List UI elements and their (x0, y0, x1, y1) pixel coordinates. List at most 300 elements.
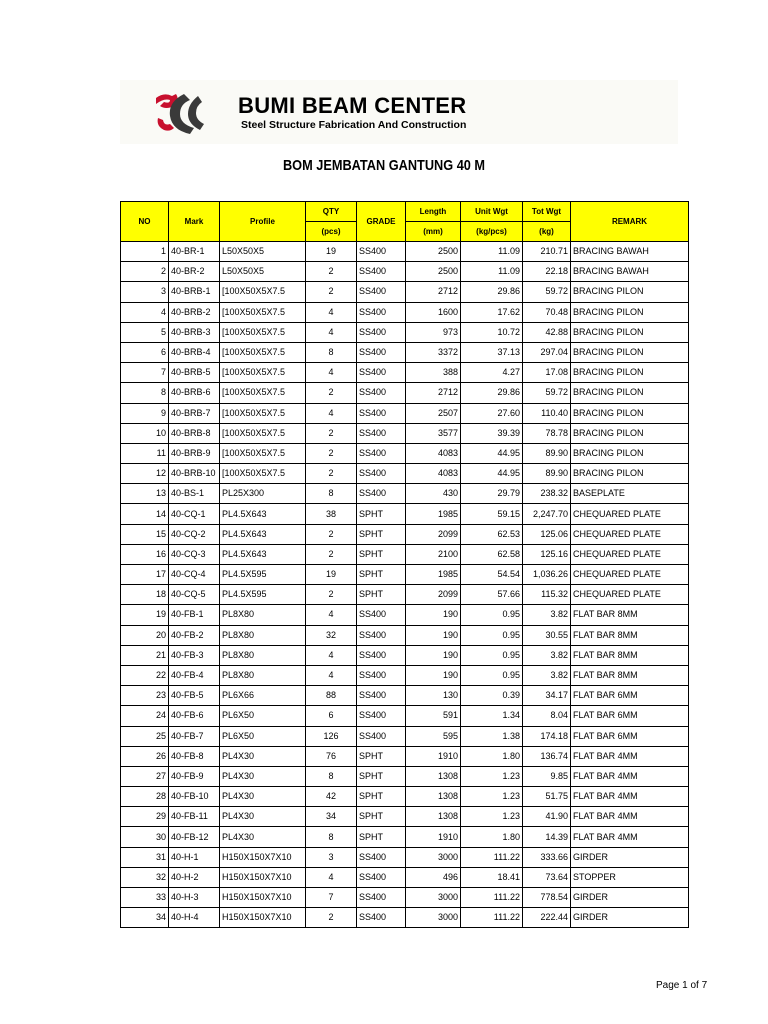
table-row (121, 242, 689, 262)
cell-unit-wgt: 0.95 (461, 665, 523, 685)
cell-mark: 40-H-4 (169, 908, 220, 928)
cell-remark: CHEQUARED PLATE (571, 544, 689, 564)
cell-length: 1910 (406, 746, 461, 766)
cell-no: 31 (121, 847, 169, 867)
cell-no: 29 (121, 807, 169, 827)
table-row (121, 342, 689, 362)
cell-profile: [100X50X5X7.5 (220, 363, 306, 383)
cell-profile: H150X150X7X10 (220, 908, 306, 928)
cell-grade: SPHT (357, 787, 406, 807)
cell-unit-wgt: 11.09 (461, 262, 523, 282)
cell-tot-wgt: 110.40 (523, 403, 571, 423)
cell-qty: 8 (306, 342, 357, 362)
cell-grade: SPHT (357, 524, 406, 544)
cell-no: 26 (121, 746, 169, 766)
cell-mark: 40-BRB-4 (169, 342, 220, 362)
cell-unit-wgt: 29.86 (461, 383, 523, 403)
cell-remark: BRACING PILON (571, 423, 689, 443)
cell-tot-wgt: 210.71 (523, 242, 571, 262)
cell-mark: 40-FB-11 (169, 807, 220, 827)
cell-mark: 40-BR-1 (169, 242, 220, 262)
cell-length: 496 (406, 867, 461, 887)
table-row (121, 383, 689, 403)
cell-qty: 4 (306, 605, 357, 625)
cell-unit-wgt: 62.58 (461, 544, 523, 564)
table-row (121, 706, 689, 726)
cell-tot-wgt: 238.32 (523, 484, 571, 504)
cell-length: 1308 (406, 787, 461, 807)
cell-tot-wgt: 3.82 (523, 605, 571, 625)
cell-remark: CHEQUARED PLATE (571, 565, 689, 585)
cell-grade: SS400 (357, 888, 406, 908)
cell-unit-wgt: 44.95 (461, 443, 523, 463)
cell-no: 7 (121, 363, 169, 383)
table-row (121, 726, 689, 746)
cell-grade: SS400 (357, 625, 406, 645)
cell-grade: SS400 (357, 242, 406, 262)
table-row (121, 484, 689, 504)
cell-unit-wgt: 29.86 (461, 282, 523, 302)
cell-mark: 40-FB-10 (169, 787, 220, 807)
cell-tot-wgt: 14.39 (523, 827, 571, 847)
cell-length: 2099 (406, 585, 461, 605)
cell-grade: SS400 (357, 302, 406, 322)
cell-mark: 40-BRB-6 (169, 383, 220, 403)
cell-grade: SS400 (357, 847, 406, 867)
table-row (121, 302, 689, 322)
cell-profile: PL6X50 (220, 726, 306, 746)
logo-grey-arc-2 (188, 96, 204, 130)
cell-grade: SS400 (357, 464, 406, 484)
cell-mark: 40-BS-1 (169, 484, 220, 504)
cell-length: 591 (406, 706, 461, 726)
cell-no: 13 (121, 484, 169, 504)
cell-tot-wgt: 125.06 (523, 524, 571, 544)
cell-tot-wgt: 89.90 (523, 464, 571, 484)
cell-tot-wgt: 22.18 (523, 262, 571, 282)
cell-grade: SPHT (357, 827, 406, 847)
cell-qty: 19 (306, 242, 357, 262)
cell-qty: 76 (306, 746, 357, 766)
cell-remark: BRACING PILON (571, 383, 689, 403)
table-row (121, 544, 689, 564)
cell-profile: [100X50X5X7.5 (220, 464, 306, 484)
cell-unit-wgt: 1.23 (461, 807, 523, 827)
cell-tot-wgt: 41.90 (523, 807, 571, 827)
cell-remark: FLAT BAR 4MM (571, 766, 689, 786)
header-remark: REMARK (571, 202, 689, 242)
cell-no: 15 (121, 524, 169, 544)
cell-unit-wgt: 10.72 (461, 322, 523, 342)
cell-no: 33 (121, 888, 169, 908)
cell-qty: 2 (306, 423, 357, 443)
cell-no: 4 (121, 302, 169, 322)
cell-profile: PL6X66 (220, 686, 306, 706)
cell-no: 25 (121, 726, 169, 746)
cell-qty: 2 (306, 585, 357, 605)
cell-no: 9 (121, 403, 169, 423)
header-tot-wgt-unit: (kg) (523, 222, 571, 242)
cell-profile: [100X50X5X7.5 (220, 342, 306, 362)
cell-mark: 40-FB-1 (169, 605, 220, 625)
cell-qty: 2 (306, 383, 357, 403)
cell-profile: L50X50X5 (220, 262, 306, 282)
cell-grade: SPHT (357, 807, 406, 827)
cell-grade: SS400 (357, 706, 406, 726)
cell-unit-wgt: 39.39 (461, 423, 523, 443)
cell-remark: STOPPER (571, 867, 689, 887)
cell-no: 5 (121, 322, 169, 342)
cell-length: 2100 (406, 544, 461, 564)
cell-remark: FLAT BAR 8MM (571, 605, 689, 625)
cell-no: 11 (121, 443, 169, 463)
cell-length: 1308 (406, 766, 461, 786)
cell-qty: 42 (306, 787, 357, 807)
cell-grade: SS400 (357, 363, 406, 383)
header-no: NO (121, 202, 169, 242)
table-row (121, 443, 689, 463)
document-title: BOM JEMBATAN GANTUNG 40 M (282, 157, 486, 174)
cell-mark: 40-BRB-3 (169, 322, 220, 342)
cell-qty: 6 (306, 706, 357, 726)
cell-no: 28 (121, 787, 169, 807)
cell-unit-wgt: 62.53 (461, 524, 523, 544)
cell-unit-wgt: 59.15 (461, 504, 523, 524)
cell-no: 24 (121, 706, 169, 726)
cell-mark: 40-BRB-5 (169, 363, 220, 383)
cell-grade: SS400 (357, 605, 406, 625)
cell-remark: BRACING PILON (571, 403, 689, 423)
cell-profile: PL4.5X595 (220, 585, 306, 605)
cell-grade: SS400 (357, 403, 406, 423)
cell-unit-wgt: 54.54 (461, 565, 523, 585)
cell-no: 2 (121, 262, 169, 282)
header-length-unit: (mm) (406, 222, 461, 242)
cell-profile: PL8X80 (220, 605, 306, 625)
cell-mark: 40-FB-2 (169, 625, 220, 645)
cell-profile: PL25X300 (220, 484, 306, 504)
cell-no: 8 (121, 383, 169, 403)
table-row (121, 847, 689, 867)
cell-tot-wgt: 1,036.26 (523, 565, 571, 585)
cell-qty: 7 (306, 888, 357, 908)
header-length: Length (406, 202, 461, 222)
cell-remark: BASEPLATE (571, 484, 689, 504)
table-row (121, 827, 689, 847)
cell-unit-wgt: 44.95 (461, 464, 523, 484)
cell-qty: 8 (306, 484, 357, 504)
cell-grade: SS400 (357, 665, 406, 685)
cell-profile: [100X50X5X7.5 (220, 443, 306, 463)
cell-grade: SS400 (357, 867, 406, 887)
table-row (121, 888, 689, 908)
cell-qty: 2 (306, 282, 357, 302)
cell-tot-wgt: 34.17 (523, 686, 571, 706)
cell-no: 12 (121, 464, 169, 484)
table-row (121, 524, 689, 544)
cell-profile: PL8X80 (220, 645, 306, 665)
cell-length: 1985 (406, 565, 461, 585)
cell-remark: BRACING BAWAH (571, 242, 689, 262)
table-row (121, 282, 689, 302)
cell-profile: PL4X30 (220, 787, 306, 807)
cell-length: 430 (406, 484, 461, 504)
cell-mark: 40-BR-2 (169, 262, 220, 282)
cell-mark: 40-CQ-5 (169, 585, 220, 605)
cell-remark: FLAT BAR 8MM (571, 665, 689, 685)
cell-unit-wgt: 111.22 (461, 888, 523, 908)
cell-length: 973 (406, 322, 461, 342)
cell-qty: 4 (306, 645, 357, 665)
cell-qty: 2 (306, 262, 357, 282)
cell-tot-wgt: 3.82 (523, 665, 571, 685)
cell-no: 1 (121, 242, 169, 262)
cell-unit-wgt: 111.22 (461, 908, 523, 928)
cell-no: 19 (121, 605, 169, 625)
cell-profile: PL4X30 (220, 766, 306, 786)
cell-unit-wgt: 57.66 (461, 585, 523, 605)
cell-profile: [100X50X5X7.5 (220, 322, 306, 342)
cell-tot-wgt: 78.78 (523, 423, 571, 443)
cell-profile: L50X50X5 (220, 242, 306, 262)
table-row (121, 363, 689, 383)
cell-length: 2507 (406, 403, 461, 423)
cell-profile: PL8X80 (220, 665, 306, 685)
cell-unit-wgt: 1.80 (461, 827, 523, 847)
cell-tot-wgt: 51.75 (523, 787, 571, 807)
cell-qty: 88 (306, 686, 357, 706)
header-profile: Profile (220, 202, 306, 242)
cell-no: 14 (121, 504, 169, 524)
cell-qty: 2 (306, 464, 357, 484)
cell-no: 32 (121, 867, 169, 887)
cell-remark: FLAT BAR 6MM (571, 726, 689, 746)
cell-grade: SS400 (357, 645, 406, 665)
cell-length: 4083 (406, 443, 461, 463)
cell-profile: PL4.5X643 (220, 544, 306, 564)
cell-length: 3000 (406, 888, 461, 908)
cell-mark: 40-FB-8 (169, 746, 220, 766)
cell-length: 388 (406, 363, 461, 383)
cell-length: 1985 (406, 504, 461, 524)
cell-grade: SS400 (357, 484, 406, 504)
header-unit-wgt-unit: (kg/pcs) (461, 222, 523, 242)
cell-qty: 34 (306, 807, 357, 827)
bom-table (120, 201, 689, 928)
table-row (121, 565, 689, 585)
cell-tot-wgt: 136.74 (523, 746, 571, 766)
cell-mark: 40-FB-3 (169, 645, 220, 665)
cell-no: 16 (121, 544, 169, 564)
cell-length: 190 (406, 605, 461, 625)
cell-qty: 2 (306, 544, 357, 564)
header-qty: QTY (306, 202, 357, 222)
cell-mark: 40-CQ-1 (169, 504, 220, 524)
cell-length: 4083 (406, 464, 461, 484)
table-row (121, 665, 689, 685)
cell-no: 18 (121, 585, 169, 605)
cell-mark: 40-H-3 (169, 888, 220, 908)
cell-profile: [100X50X5X7.5 (220, 403, 306, 423)
cell-unit-wgt: 0.95 (461, 605, 523, 625)
table-row (121, 766, 689, 786)
cell-remark: CHEQUARED PLATE (571, 585, 689, 605)
cell-qty: 8 (306, 827, 357, 847)
cell-mark: 40-BRB-1 (169, 282, 220, 302)
cell-tot-wgt: 30.55 (523, 625, 571, 645)
cell-unit-wgt: 111.22 (461, 847, 523, 867)
cell-no: 21 (121, 645, 169, 665)
table-row (121, 403, 689, 423)
table-row (121, 322, 689, 342)
cell-remark: CHEQUARED PLATE (571, 524, 689, 544)
table-row (121, 504, 689, 524)
cell-profile: [100X50X5X7.5 (220, 282, 306, 302)
cell-remark: BRACING PILON (571, 464, 689, 484)
cell-unit-wgt: 1.80 (461, 746, 523, 766)
cell-no: 27 (121, 766, 169, 786)
cell-grade: SPHT (357, 585, 406, 605)
table-row (121, 686, 689, 706)
cell-qty: 3 (306, 847, 357, 867)
cell-qty: 4 (306, 322, 357, 342)
cell-length: 190 (406, 625, 461, 645)
cell-tot-wgt: 125.16 (523, 544, 571, 564)
cell-tot-wgt: 73.64 (523, 867, 571, 887)
cell-grade: SS400 (357, 322, 406, 342)
cell-mark: 40-H-2 (169, 867, 220, 887)
cell-qty: 19 (306, 565, 357, 585)
cell-no: 10 (121, 423, 169, 443)
cell-unit-wgt: 4.27 (461, 363, 523, 383)
table-row (121, 585, 689, 605)
cell-remark: BRACING PILON (571, 302, 689, 322)
cell-tot-wgt: 17.08 (523, 363, 571, 383)
company-tagline: Steel Structure Fabrication And Construction (241, 119, 467, 131)
cell-tot-wgt: 70.48 (523, 302, 571, 322)
cell-unit-wgt: 17.62 (461, 302, 523, 322)
header-qty-unit: (pcs) (306, 222, 357, 242)
cell-unit-wgt: 1.34 (461, 706, 523, 726)
cell-qty: 4 (306, 867, 357, 887)
cell-no: 23 (121, 686, 169, 706)
cell-profile: [100X50X5X7.5 (220, 302, 306, 322)
cell-profile: PL4X30 (220, 807, 306, 827)
cell-remark: FLAT BAR 4MM (571, 746, 689, 766)
cell-mark: 40-FB-5 (169, 686, 220, 706)
cell-mark: 40-CQ-3 (169, 544, 220, 564)
cell-mark: 40-FB-9 (169, 766, 220, 786)
cell-tot-wgt: 3.82 (523, 645, 571, 665)
header-mark: Mark (169, 202, 220, 242)
cell-unit-wgt: 1.38 (461, 726, 523, 746)
cell-remark: BRACING BAWAH (571, 262, 689, 282)
cell-unit-wgt: 37.13 (461, 342, 523, 362)
cell-remark: BRACING PILON (571, 342, 689, 362)
cell-unit-wgt: 11.09 (461, 242, 523, 262)
cell-profile: PL4.5X595 (220, 565, 306, 585)
table-row (121, 867, 689, 887)
cell-remark: FLAT BAR 4MM (571, 827, 689, 847)
cell-mark: 40-CQ-4 (169, 565, 220, 585)
cell-profile: H150X150X7X10 (220, 867, 306, 887)
cell-profile: PL8X80 (220, 625, 306, 645)
cell-profile: H150X150X7X10 (220, 888, 306, 908)
cell-length: 595 (406, 726, 461, 746)
cell-grade: SPHT (357, 544, 406, 564)
cell-length: 2712 (406, 383, 461, 403)
cell-remark: GIRDER (571, 847, 689, 867)
cell-length: 3000 (406, 908, 461, 928)
cell-profile: H150X150X7X10 (220, 847, 306, 867)
table-row (121, 625, 689, 645)
table-row (121, 645, 689, 665)
cell-remark: BRACING PILON (571, 363, 689, 383)
cell-length: 190 (406, 645, 461, 665)
cell-length: 3372 (406, 342, 461, 362)
cell-no: 6 (121, 342, 169, 362)
cell-qty: 4 (306, 665, 357, 685)
cell-profile: PL6X50 (220, 706, 306, 726)
cell-length: 2712 (406, 282, 461, 302)
cell-mark: 40-BRB-2 (169, 302, 220, 322)
cell-length: 3577 (406, 423, 461, 443)
cell-unit-wgt: 1.23 (461, 787, 523, 807)
cell-grade: SS400 (357, 908, 406, 928)
cell-grade: SS400 (357, 686, 406, 706)
table-row (121, 787, 689, 807)
cell-mark: 40-FB-7 (169, 726, 220, 746)
cell-mark: 40-FB-12 (169, 827, 220, 847)
cell-remark: GIRDER (571, 888, 689, 908)
cell-qty: 38 (306, 504, 357, 524)
header-tot-wgt: Tot Wgt (523, 202, 571, 222)
cell-grade: SPHT (357, 766, 406, 786)
cell-profile: PL4X30 (220, 827, 306, 847)
table-row (121, 807, 689, 827)
cell-length: 130 (406, 686, 461, 706)
cell-qty: 4 (306, 403, 357, 423)
table-row (121, 464, 689, 484)
company-name: BUMI BEAM CENTER (238, 93, 467, 118)
cell-grade: SS400 (357, 383, 406, 403)
cell-remark: GIRDER (571, 908, 689, 928)
cell-no: 34 (121, 908, 169, 928)
cell-tot-wgt: 2,247.70 (523, 504, 571, 524)
cell-tot-wgt: 59.72 (523, 383, 571, 403)
cell-tot-wgt: 59.72 (523, 282, 571, 302)
cell-profile: [100X50X5X7.5 (220, 423, 306, 443)
header-unit-wgt: Unit Wgt (461, 202, 523, 222)
cell-tot-wgt: 174.18 (523, 726, 571, 746)
cell-qty: 2 (306, 443, 357, 463)
cell-grade: SS400 (357, 423, 406, 443)
cell-mark: 40-BRB-10 (169, 464, 220, 484)
cell-grade: SS400 (357, 726, 406, 746)
cell-tot-wgt: 333.66 (523, 847, 571, 867)
cell-length: 190 (406, 665, 461, 685)
cell-grade: SPHT (357, 504, 406, 524)
cell-unit-wgt: 18.41 (461, 867, 523, 887)
cell-mark: 40-H-1 (169, 847, 220, 867)
cell-tot-wgt: 9.85 (523, 766, 571, 786)
cell-grade: SPHT (357, 746, 406, 766)
cell-remark: FLAT BAR 6MM (571, 686, 689, 706)
cell-remark: BRACING PILON (571, 282, 689, 302)
cell-tot-wgt: 89.90 (523, 443, 571, 463)
cell-qty: 126 (306, 726, 357, 746)
cell-qty: 8 (306, 766, 357, 786)
